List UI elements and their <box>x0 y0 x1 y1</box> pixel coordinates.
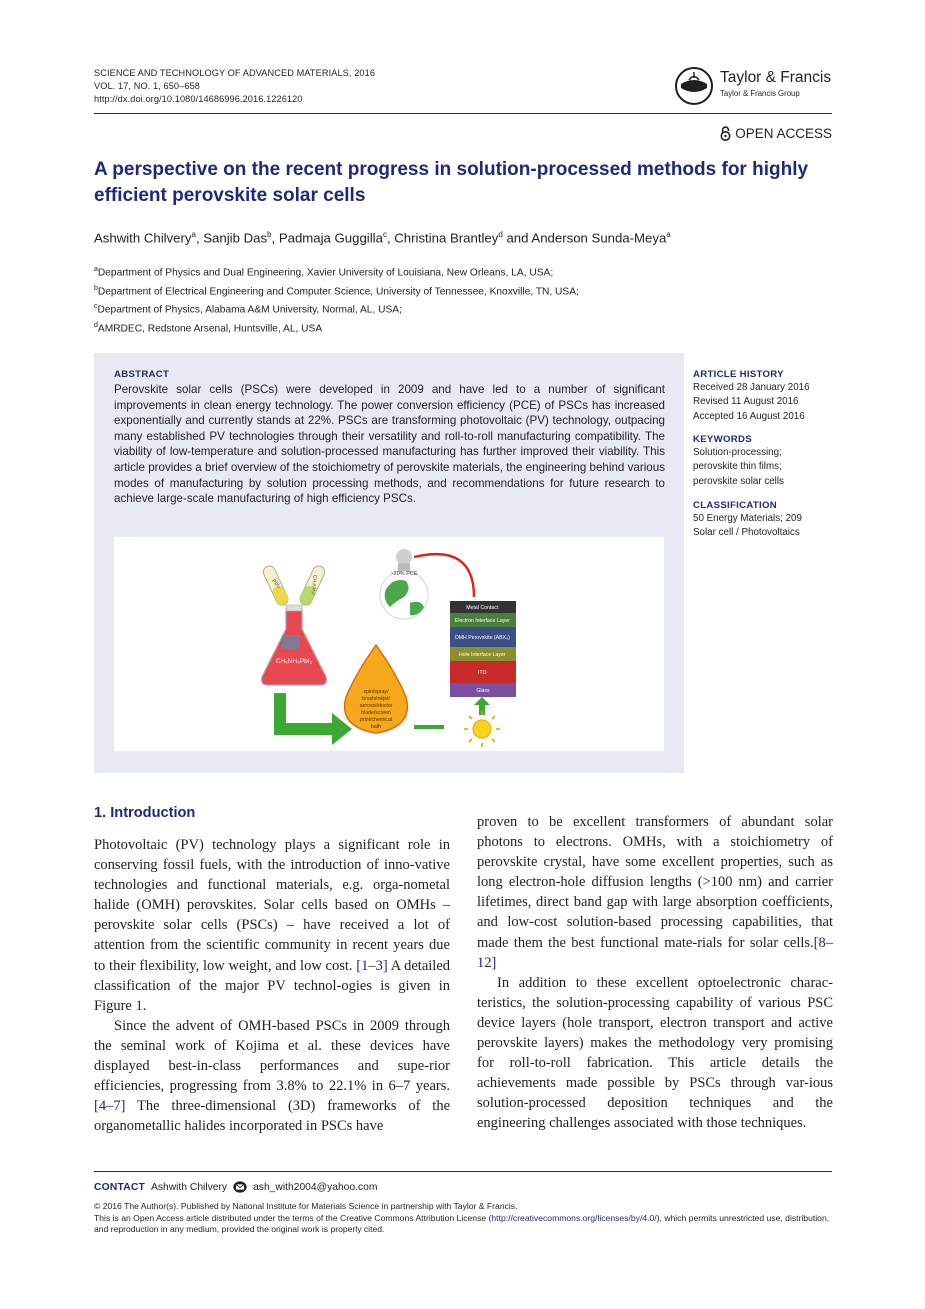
classification-list <box>693 512 833 541</box>
author-separator: , <box>271 230 279 246</box>
keyword-item: Solution-processing; <box>693 447 782 458</box>
classification-heading: CLASSIFICATION <box>693 500 777 511</box>
figure-link[interactable]: 1 <box>135 997 143 1014</box>
history-accepted: Accepted 16 August 2016 <box>693 410 805 422</box>
author-affiliation-marker: a <box>191 230 196 239</box>
affiliation-item <box>94 318 579 337</box>
email-icon <box>233 1181 247 1193</box>
header-rule <box>94 113 832 114</box>
svg-text:spin/spray/brush/inkjet/aeroso: spin/spray/ brush/inkjet/ aerosol/doctor blade/screen print/chemical bath <box>359 689 393 730</box>
green-arrow-icon <box>274 693 352 745</box>
section-heading-introduction: 1. Introduction <box>94 805 196 821</box>
affiliation-list <box>94 262 579 337</box>
article-history-list <box>693 381 833 424</box>
keyword-item: perovskite solar cells <box>693 475 784 487</box>
graphical-abstract-figure <box>114 537 664 751</box>
copyright-line: © 2016 The Author(s). Published by National Institute for Materials Science in partnership with Taylor & Francis. <box>94 1201 518 1211</box>
paragraph: Photovoltaic (PV) technology plays a significant role in conserving fossil fuels, with the introduction of inno-vative technologies and functional materials, e.g. orga-nometal halide (OMH) perovskites. Solar cells based on OMHs – perovskite solar cells (PSCs) – have received a lot of attention from the scientific community in recent years due to their flexibility, low weight, and low cost. [1–3] A detailed classification of the major PV technol-ogies is given in Figure 1. <box>94 837 450 1014</box>
publisher-logo-icon <box>674 66 714 106</box>
affiliation-marker: d <box>94 322 98 330</box>
contact-name: Ashwith Chilvery <box>150 1181 228 1193</box>
keywords-heading: KEYWORDS <box>693 434 752 445</box>
globe-label: ~20% PCE <box>390 571 418 577</box>
author-affiliation-marker: b <box>267 230 272 239</box>
author-name: Anderson Sunda-Meya <box>531 230 667 246</box>
article-history-heading: ARTICLE HISTORY <box>693 369 784 380</box>
layer-glass: Glass <box>476 688 490 694</box>
open-lock-icon <box>720 126 731 141</box>
author-affiliation-marker: a <box>666 230 671 239</box>
license-block <box>94 1201 836 1236</box>
body-column-left <box>94 835 450 1136</box>
affiliation-marker: c <box>94 303 98 311</box>
author-separator: and <box>502 230 532 246</box>
layer-hole-interface: Hole Interface Layer <box>458 652 506 658</box>
citation-link[interactable]: [1–3] <box>356 957 388 974</box>
abstract-text: Perovskite solar cells (PSCs) were developed in 2009 and have led to a number of significant improvements in clean energy technology. The power conversion efficiency (PCE) of PSCs has increased exponentially and currently stands at 22%. PSCs are transforming photovoltaic (PV) technology, outpacing many established PV technologies through their versatility and roll-to-roll manufacturing compatibility. The viability of low-temperature and solution-processed manufacturing has further improved their viability. This article provides a brief overview of the stoichiometry of perovskite materials, the engineering behind various modes of manufacturing by solution processing methods, and recommendations for future research to achieve large-scale manufacturing of high efficiency PSCs. <box>114 383 665 506</box>
footer-rule <box>94 1171 832 1172</box>
tube-right-label: CH₃NH₃I <box>309 574 318 595</box>
layer-metal-contact: Metal Contact <box>466 605 499 611</box>
layer-ito: ITO <box>477 670 487 676</box>
affiliation-text: Department of Physics, Alabama A&M University, Normal, AL, USA; <box>97 304 402 316</box>
affiliation-item <box>94 281 579 300</box>
device-layer-stack <box>450 601 516 697</box>
doi-link[interactable]: http://dx.doi.org/10.1080/14686996.2016.1226120 <box>94 94 303 104</box>
keyword-item: perovskite thin films; <box>693 461 782 473</box>
contact-email[interactable]: ash_with2004@yahoo.com <box>253 1181 378 1193</box>
author-name: Ashwith Chilvery <box>94 230 192 246</box>
license-link[interactable]: http://creativecommons.org/licenses/by/4.0/ <box>491 1212 657 1223</box>
open-access-badge <box>720 126 832 141</box>
layer-electron-interface: Electron Interface Layer <box>454 618 510 624</box>
citation-link[interactable]: [4–7] <box>94 1098 126 1115</box>
author-affiliation-marker: d <box>498 230 503 239</box>
history-revised: Revised 11 August 2016 <box>693 396 799 408</box>
contact-line <box>94 1181 377 1193</box>
author-separator: , <box>386 230 395 246</box>
test-tube-right <box>298 564 328 608</box>
author-name: Sanjib Das <box>203 230 268 246</box>
affiliation-marker: b <box>94 284 98 292</box>
paragraph: proven to be excellent transformers of abundant solar photons to electrons. OMHs, with a stoichiometry of perovskite crystal, have some excellent properties, such as long electron-hole diffusion lengths (>100 nm) and carrier lifetimes, direct band gap with large absorption coefficients, and low-cost solution-based processing capabilities, that made them the best functional mate-rials for solar cells.[8–12] <box>477 814 833 971</box>
author-separator: , <box>195 230 204 246</box>
author-list <box>94 230 671 245</box>
author-name: Christina Brantley <box>394 230 499 246</box>
classification-item: 50 Energy Materials; 209 <box>693 513 802 524</box>
history-received: Received 28 January 2016 <box>693 382 810 393</box>
author-name: Padmaja Guggilla <box>278 230 383 246</box>
paragraph: Since the advent of OMH-based PSCs in 2009 through the seminal work of Kojima et al. these devices have displayed best-in-class performances and supe-rior efficiencies, progressing from 3.8% to 22.1% in 6–7 years.[4–7] The three-dimensional (3D) frameworks of the organometallic halides incorporated in PSCs have <box>94 1017 450 1135</box>
journal-name: SCIENCE AND TECHNOLOGY OF ADVANCED MATERIALS, 2016 <box>94 68 376 78</box>
affiliation-marker: a <box>94 266 98 273</box>
affiliation-text: Department of Electrical Engineering and Computer Science, University of Tennessee, Knoxville, TN, USA; <box>97 286 579 298</box>
affiliation-item <box>94 299 579 318</box>
affiliation-item <box>94 262 579 281</box>
contact-label: CONTACT <box>94 1181 145 1193</box>
paragraph: In addition to these excellent optoelectronic charac-teristics, the solution-processing capability of various PSC device layers (hole transport, electron transport and active perovskite layers) makes the methodology very promising for roll-to-roll fabrication. This article details the achievements made possible by PSCs through var-ious solution-processed deposition techniques and the engineering challenges associated with those techniques. <box>477 974 833 1132</box>
publisher-group: Taylor & Francis Group <box>720 89 800 98</box>
author-affiliation-marker: c <box>382 230 387 239</box>
license-text: This is an Open Access article distributed under the terms of the Creative Commons Attribution License (http://creativecommons.org/licenses/by/4.0/), which permits unrestricted use, distribution, and reproduction in any medium, provided the original work is properly cited. <box>94 1212 830 1235</box>
globe-icon <box>380 549 428 619</box>
affiliation-text: AMRDEC, Redstone Arsenal, Huntsville, AL, USA <box>97 323 323 335</box>
body-column-right <box>477 812 833 1134</box>
classification-item: Solar cell / Photovoltaics <box>693 527 800 539</box>
flask-label: CH₃NH₃PbI₃ <box>275 658 313 665</box>
open-access-label: OPEN ACCESS <box>735 126 832 141</box>
keywords-list <box>693 446 833 489</box>
citation-link[interactable]: [8–12] <box>477 934 833 971</box>
journal-volume: VOL. 17, NO. 1, 650–658 <box>94 81 200 91</box>
publisher-name: Taylor & Francis <box>720 69 832 86</box>
test-tube-left <box>261 564 290 607</box>
abstract-heading: ABSTRACT <box>114 369 170 380</box>
tube-left-label: PbI₂ <box>270 578 282 590</box>
layer-omh-perovskite: OMH Perovskite (ABX₃) <box>454 635 510 641</box>
affiliation-text: Department of Physics and Dual Engineering, Xavier University of Louisiana, New Orleans, LA, USA; <box>97 267 554 279</box>
article-title: A perspective on the recent progress in solution-processed methods for highly efficient perovskite solar cells <box>94 159 809 206</box>
sun-icon <box>464 711 500 747</box>
